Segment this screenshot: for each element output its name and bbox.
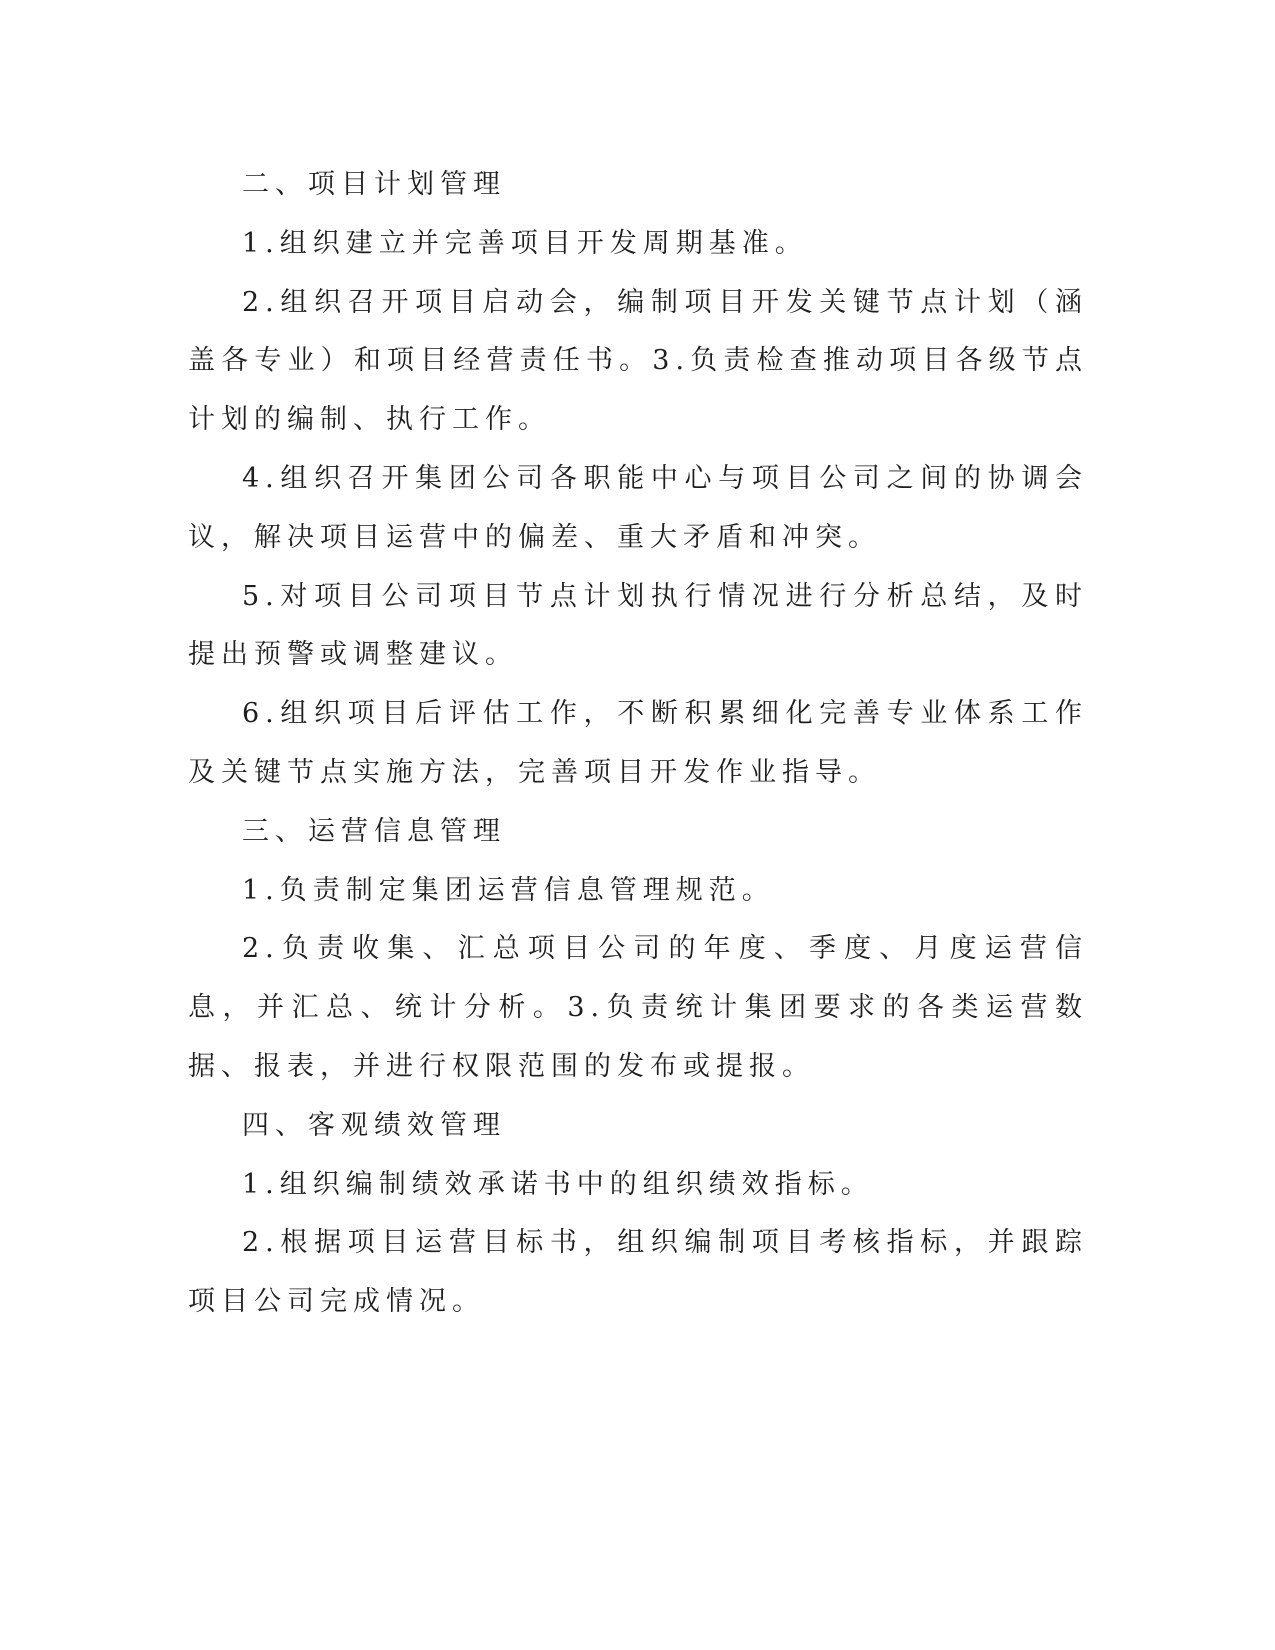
document-body xyxy=(188,156,1088,1332)
paragraph: 4.组织召开集团公司各职能中心与项目公司之间的协调会议，解决项目运营中的偏差、重大矛盾和冲突。 xyxy=(188,462,1088,553)
paragraph: 1.负责制定集团运营信息管理规范。 xyxy=(242,874,775,906)
paragraph: 5.对项目公司项目节点计划执行情况进行分析总结，及时提出预警或调整建议。 xyxy=(188,580,1088,671)
paragraph: 2.负责收集、汇总项目公司的年度、季度、月度运营信息，并汇总、统计分析。3.负责统计集团要求的各类运营数据、报表，并进行权限范围的发布或提报。 xyxy=(188,933,1088,1082)
paragraph: 1.组织建立并完善项目开发周期基准。 xyxy=(242,227,808,259)
paragraph: 6.组织项目后评估工作，不断积累细化完善专业体系工作及关键节点实施方法，完善项目开发作业指导。 xyxy=(188,698,1088,788)
section-heading-project-plan: 二、项目计划管理 xyxy=(242,169,506,200)
paragraph: 2.根据项目运营目标书，组织编制项目考核指标，并跟踪项目公司完成情况。 xyxy=(188,1227,1088,1318)
paragraph: 2.组织召开项目启动会，编制项目开发关键节点计划（涵盖各专业）和项目经营责任书。3.负责检查推动项目各级节点计划的编制、执行工作。 xyxy=(188,286,1088,436)
section-heading-operation-info: 三、运营信息管理 xyxy=(242,815,506,847)
paragraph: 1.组织编制绩效承诺书中的组织绩效指标。 xyxy=(242,1168,874,1200)
section-heading-performance: 四、客观绩效管理 xyxy=(242,1109,506,1141)
